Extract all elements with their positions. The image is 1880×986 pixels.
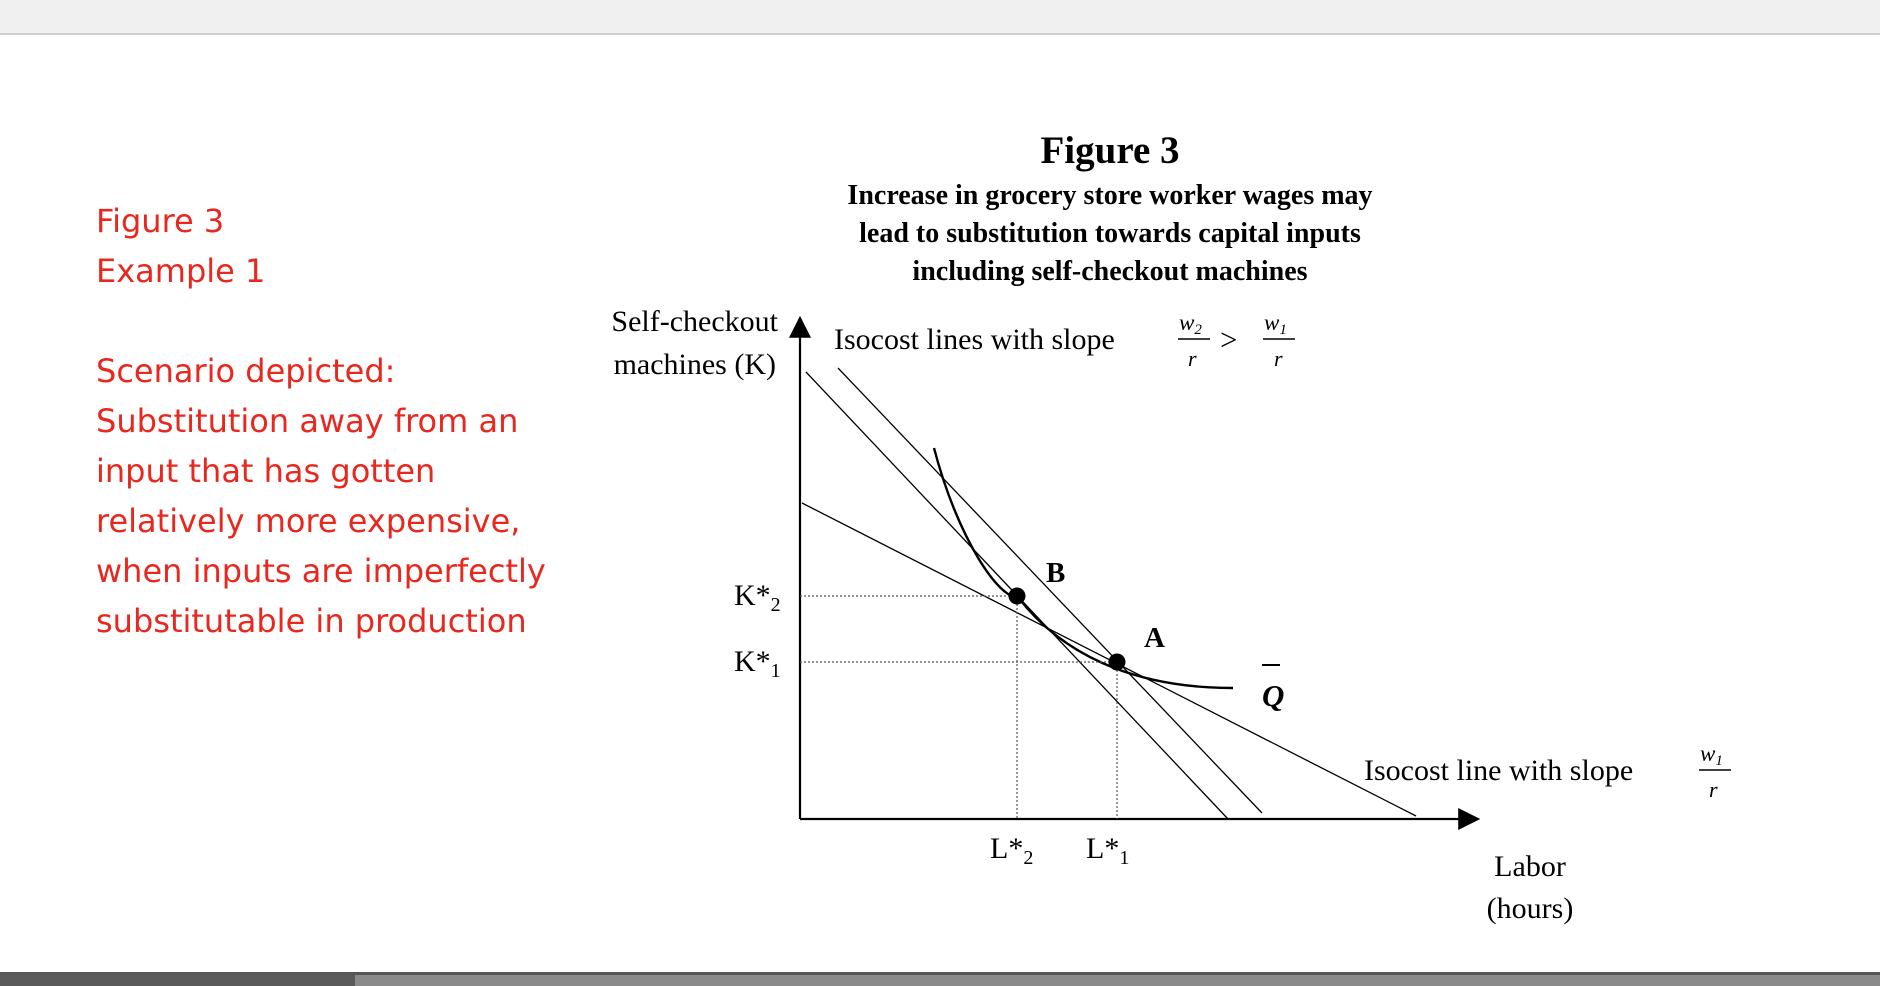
isocost-line-new-outer xyxy=(838,368,1262,813)
l1-label: $L*_1$ xyxy=(1086,832,1130,869)
figure-subtitle-line: including self-checkout machines xyxy=(912,256,1308,287)
figure-subtitle-line: lead to substitution towards capital inputs xyxy=(859,218,1361,249)
quantity-label: Q xyxy=(1262,678,1285,713)
isoquant-curve xyxy=(934,448,1233,688)
notes-scenario-line: relatively more expensive, xyxy=(96,502,521,540)
point-b-marker xyxy=(1009,588,1026,605)
x-axis-label-line2: (hours) xyxy=(1486,892,1574,925)
notes-heading-line1: Figure 3 xyxy=(96,202,225,240)
isocost-old-label: Isocost line with slope xyxy=(1364,754,1634,787)
l2-label: $L*_2$ xyxy=(990,832,1034,869)
slope-w2-numerator: w2 xyxy=(1179,310,1202,338)
k2-label: $K*_2$ xyxy=(734,579,781,616)
bottom-thumbnail-strip xyxy=(0,975,355,986)
notes-scenario-line: Scenario depicted: xyxy=(96,352,396,390)
slope-w2-denominator: r xyxy=(1188,346,1197,371)
slope-w1-denominator: r xyxy=(1274,346,1283,371)
notes-scenario-line: input that has gotten xyxy=(96,452,436,490)
figure-title: Figure 3 xyxy=(1040,129,1180,172)
notes-heading-line2: Example 1 xyxy=(96,252,266,290)
notes-scenario-line: when inputs are imperfectly xyxy=(96,552,546,590)
figure-subtitle-line: Increase in grocery store worker wages may xyxy=(847,180,1373,211)
y-axis-label-line2: machines (K) xyxy=(613,348,776,381)
isocost-new-label: Isocost lines with slope xyxy=(834,323,1115,356)
slope-old-denominator: r xyxy=(1709,777,1718,802)
slope-old-numerator: w1 xyxy=(1700,741,1723,769)
notes-scenario-line: substitutable in production xyxy=(96,602,527,640)
y-axis-label-line1: Self-checkout xyxy=(611,305,778,338)
notes-scenario-line: Substitution away from an xyxy=(96,402,519,440)
point-b-label: B xyxy=(1046,557,1066,589)
slope-greater-than: > xyxy=(1220,322,1238,357)
point-a-label: A xyxy=(1144,622,1165,654)
slope-w1-numerator: w1 xyxy=(1264,310,1287,338)
x-axis-label-line1: Labor xyxy=(1494,850,1566,883)
k1-label: $K*_1$ xyxy=(734,645,781,682)
point-a-marker xyxy=(1109,654,1126,671)
